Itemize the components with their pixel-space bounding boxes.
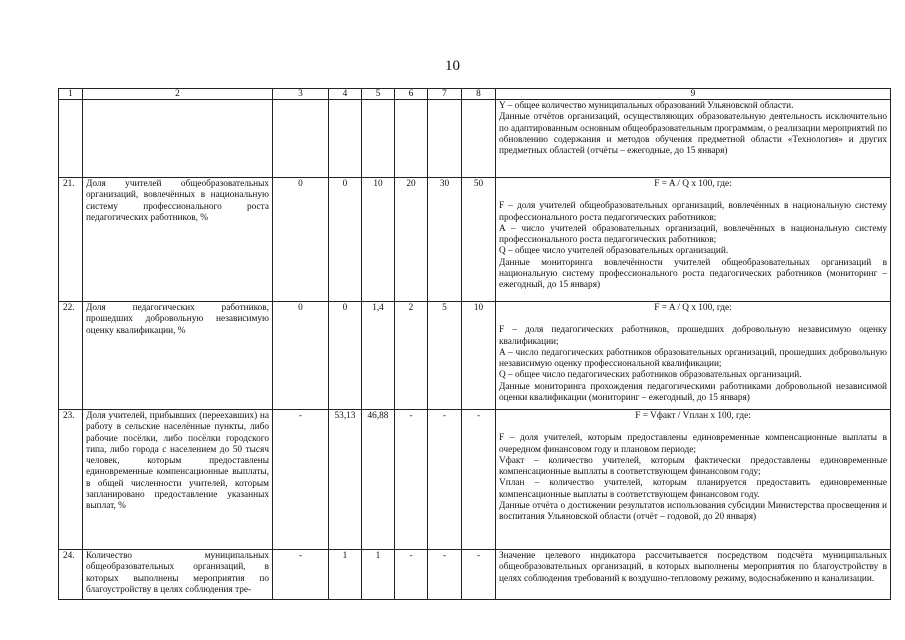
calculation-note: Значение целевого индикатора рассчитывается посредством подсчёта муниципальных общеобразовательных организаций, в которых выполнены мероприятия по благоустройству в целях соблюдения требований к воздушно-тепловому режиму, водоснабжению и канализации. xyxy=(499,551,887,584)
calculation-note: Vплан – количество учителей, которым планируется предоставить единовременные компенсационные выплаты в соответствующем финансовом году. xyxy=(499,478,887,500)
table-row xyxy=(59,100,891,178)
header-cell: 8 xyxy=(462,89,496,100)
formula: F = A / Q х 100, где: xyxy=(654,303,732,313)
indicator-value: - xyxy=(273,410,329,550)
calculation-note: A – число педагогических работников образовательных организаций, прошедших добровольную независимую оценку профессиональной квалификации; xyxy=(499,347,887,370)
row-number: 22. xyxy=(59,302,83,410)
calculation-note: Данные мониторинга прохождения педагогическими работниками добровольной независимой оценки квалификации (мониторинг – ежегодный, до 15 января) xyxy=(499,381,887,404)
indicator-value: 2 xyxy=(395,302,428,410)
calculation-note: Данные отчётов организаций, осуществляющих образовательную деятельность исключительно по адаптированным основным общеобразовательным программам, о реализации мероприятий по обновлению содержания и методов обучения предметной области «Технология» и других предметных областей (отчёты – ежегодные, до 15 января) xyxy=(499,112,887,157)
indicator-value: 1,4 xyxy=(362,302,395,410)
calculation-note: Q – общее число педагогических работников образовательных организаций. xyxy=(499,370,802,381)
indicator-value: 20 xyxy=(395,178,428,302)
indicator-value: - xyxy=(462,410,496,550)
calculation-note: F – доля учителей, которым предоставлены единовременные компенсационные выплаты в очередном финансовом году и плановом периоде; xyxy=(499,433,887,455)
indicator-description xyxy=(83,100,273,178)
table-row xyxy=(59,178,891,302)
indicator-value: 1 xyxy=(329,550,362,600)
calculation-note: Данные мониторинга вовлечённости учителей общеобразовательных организаций в национальную систему профессионального роста педагогических работников (мониторинг – ежегодный, до 15 января) xyxy=(499,257,887,291)
indicator-value: 53,13 xyxy=(329,410,362,550)
row-number: 23. xyxy=(59,410,83,550)
header-cell: 2 xyxy=(83,89,273,100)
indicator-value: 10 xyxy=(462,302,496,410)
row-number: 21. xyxy=(59,178,83,302)
indicator-description: Количество муниципальных общеобразовательных организаций, в которых выполнены мероприятия по благоустройству в целях соблюдения тре- xyxy=(83,550,273,600)
indicator-value: 10 xyxy=(362,178,395,302)
indicator-value: 0 xyxy=(329,302,362,410)
indicator-value xyxy=(273,100,329,178)
indicator-value: 30 xyxy=(428,178,462,302)
calculation-note: Данные отчёта о достижении результатов использования субсидии Министерства просвещения и воспитания Ульяновской области (отчёт – годовой, до 20 января) xyxy=(499,501,887,523)
indicator-value: 46,88 xyxy=(362,410,395,550)
indicator-value: - xyxy=(395,410,428,550)
indicator-value xyxy=(462,100,496,178)
row-number: 24. xyxy=(59,550,83,600)
calculation-note: A – число учителей образовательных организаций, вовлечённых в национальную систему профессионального роста педагогических работников; xyxy=(499,223,887,246)
indicator-description: Доля педагогических работников, прошедших добровольную независимую оценку квалификации, % xyxy=(83,302,273,410)
formula: F = Vфакт / Vплан х 100, где: xyxy=(635,411,751,421)
calculation-method xyxy=(496,410,891,550)
indicator-value xyxy=(329,100,362,178)
header-cell: 3 xyxy=(273,89,329,100)
indicator-value: - xyxy=(462,550,496,600)
indicator-value xyxy=(395,100,428,178)
indicator-value: 5 xyxy=(428,302,462,410)
header-row xyxy=(59,89,891,100)
indicator-value: - xyxy=(273,550,329,600)
header-cell: 9 xyxy=(496,89,891,100)
indicator-value xyxy=(362,100,395,178)
indicator-value: 0 xyxy=(273,302,329,410)
indicator-description: Доля учителей, прибывших (переехавших) на работу в сельские населённые пункты, либо рабочие посёлки, либо посёлки городского типа, либо города с населением до 50 тысяч человек, которым предоставлены единовременные компенсационные выплаты, в общей численности учителей, которым запланировано предоставление указанных выплат, % xyxy=(83,410,273,550)
table-row xyxy=(59,302,891,410)
calculation-note: Y – общее количество муниципальных образований Ульяновской области. xyxy=(499,101,794,111)
indicator-value xyxy=(428,100,462,178)
calculation-note: F – доля учителей общеобразовательных организаций, вовлечённых в национальную систему профессионального роста педагогических работников; xyxy=(499,201,887,223)
indicator-value: - xyxy=(428,550,462,600)
indicator-description: Доля учителей общеобразовательных организаций, вовлечённых в национальную систему профессионального роста педагогических работников, % xyxy=(83,178,273,302)
indicator-value: - xyxy=(395,550,428,600)
calculation-method xyxy=(496,302,891,410)
calculation-note: Q – общее число учителей образовательных организаций. xyxy=(499,246,729,257)
table-row xyxy=(59,410,891,550)
indicator-value: 0 xyxy=(329,178,362,302)
header-cell: 5 xyxy=(362,89,395,100)
header-cell: 1 xyxy=(59,89,83,100)
row-number xyxy=(59,100,83,178)
header-cell: 6 xyxy=(395,89,428,100)
indicators-table xyxy=(58,88,891,600)
table-row xyxy=(59,550,891,600)
calculation-method xyxy=(496,100,891,178)
header-cell: 7 xyxy=(428,89,462,100)
indicator-value: 1 xyxy=(362,550,395,600)
page-number: 10 xyxy=(445,58,460,74)
calculation-method xyxy=(496,550,891,600)
calculation-note: Vфакт – количество учителей, которым фактически предоставлены единовременные компенсационные выплаты в соответствующем финансовом году; xyxy=(499,455,887,478)
indicator-value: 0 xyxy=(273,178,329,302)
indicator-value: 50 xyxy=(462,178,496,302)
formula: F = A / Q х 100, где: xyxy=(654,179,732,189)
header-cell: 4 xyxy=(329,89,362,100)
calculation-method xyxy=(496,178,891,302)
calculation-note: F – доля педагогических работников, прошедших добровольную независимую оценку квалификации; xyxy=(499,325,887,347)
indicator-value: - xyxy=(428,410,462,550)
